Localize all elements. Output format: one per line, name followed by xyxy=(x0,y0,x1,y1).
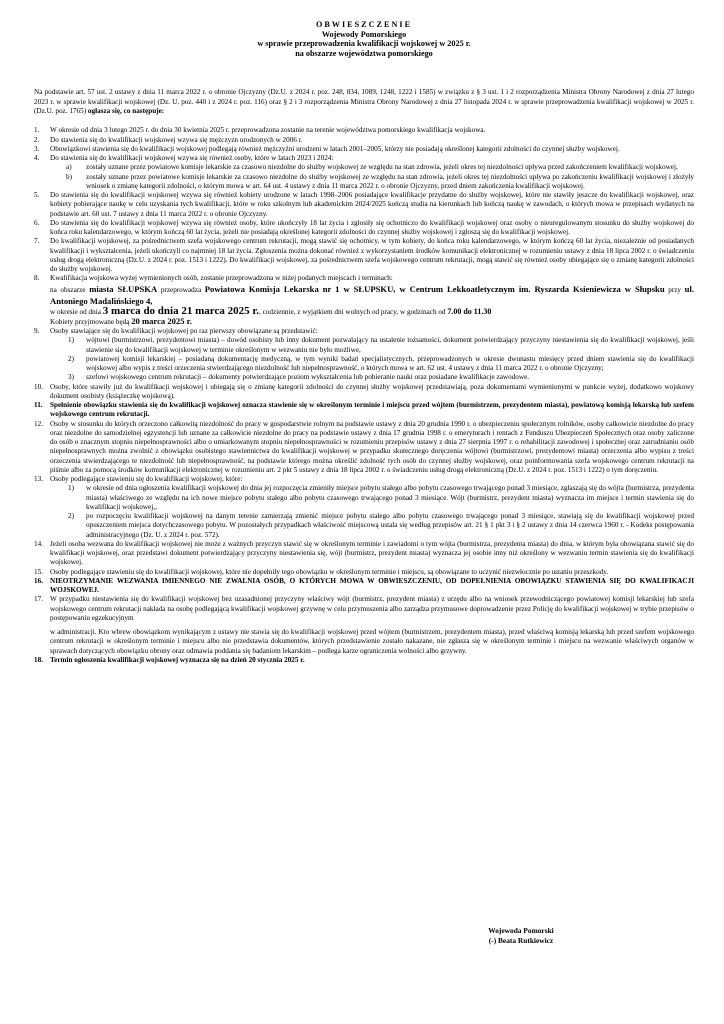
date-to: 21 marca 2025 r. xyxy=(181,304,259,317)
sub-item-text: szefowi wojskowego centrum rekrutacji – dokumenty potwierdzające poziom wykształcenia lub pobieranie nauki oraz posiadane kwalifikacje zawodowe. xyxy=(86,373,530,382)
date-from: 3 marca xyxy=(102,304,141,317)
item-text: Jeżeli osoba wezwana do kwalifikacji wojskowej nie może z ważnych przyczyn stawić się w określonym terminie i zawiadomi o tym wójta (burmistrza, prezydenta miasta) do dnia, w którym była obowiązana stawić się do kwalifikacji wojskowej, oraz przedstawi dokument potwierdzający przyczyny niestawienia się, wójt (burmistrz, prezydent miasta) wyznacza jej osobie inny niż określony w wezwaniu termin stawienia się do kwalifikacji wojskowej. xyxy=(50,539,694,567)
item-text: Do kwalifikacji wojskowej, za pośrednictwem szefa wojskowego centrum rekrutacji, mogą stawić się ochotnicy, w tym kobiety, do końca roku kalendarzowego, w którym kończą 60 lat życia, niezależnie od posiadanych kwalifikacji i wykształcenia, jeżeli ukończyli co najmniej 18 lat życia. Zgłoszenia można dokonać również z wykorzystaniem środków komunikacji elektronicznej w rozumieniu ustawy z dnia 18 lipca 2002 r. o świadczeniu usług drogą elektroniczną (Dz.U. z 2024 r. poz. 1513 i 1222). Do kwalifikacji wojskowej, za pośrednictwem szefa wojskowego centrum rekrutacji, mogą stawić się również osoby ubiegające się o zmianę kategorii zdolności do służby wojskowej. xyxy=(50,237,694,274)
list-item: 5. Do stawienia się do kwalifikacji wojskowej wzywa się również kobiety urodzone w latach 1998–2006 posiadające kwalifikacje przydatne do służby wojskowej, które nie stawiły jeszcze do kwalifikacji wojskowej, oraz kobiety pobierające naukę w celu uzyskania tych kwalifikacji, które w roku szkolnym lub akademickim 2024/2025 kończą studia na kierunkach lub kończą naukę w zawodach, o których mowa w przepisach wydanych na podstawie art. 60 ust. 7 ustawy z dnia 11 marca 2022 r. o obronie Ojczyzny. xyxy=(34,191,694,218)
venue-street: ul. Antoniego Madalińskiego 4, xyxy=(50,283,694,306)
area-line: na obszarze województwa pomorskiego xyxy=(295,48,433,58)
item-continuation: w administracji. Kto wbrew obowiązkom wynikającym z ustawy nie stawia się do kwalifikacji wojskowej przed wójtem (burmistrzem, prezydentem miasta), przed właściwą komisją lekarską lub przed szefem wojskowego centrum rekrutacji w określonym terminie i miejscu albo nie przedstawia dokumentów, których przedstawienie zostało nakazane, nie zgłasza się w określonym terminie i miejscu na wezwanie właściwych organów w sprawach dotyczących obowiązku obrony oraz odmawia poddania się badaniom lekarskim – podlega karze ograniczenia wolności albo grzywny. xyxy=(50,628,694,655)
list-item: 8. Kwalifikacja wojskowa wyżej wymienionych osób, zostanie przeprowadzona w niżej podanych miejscach i terminach: na obszarze miasta SŁUPSKA przeprowadza Powiatowa Komisja Lekarska nr 1 w SŁUPSKU, w Centrum Lekkoatletycznym im. Ryszarda Ksieniewicza w Słupsku przy ul. Antoniego Madalińskiego 4, w okresie od dnia 3 marca do dnia 21 marca 2025 r., codziennie, z wyjątkiem dni wolnych od pracy, w godzinach od 7.00 do 11.30 Kobiety przyjmowane będą 20 marca 2025 r. xyxy=(34,274,694,326)
venue-verb: przeprowadza xyxy=(157,285,205,294)
item-text: Osoby podlegające stawieniu się do kwalifikacji wojskowej, które: xyxy=(50,475,243,484)
item-text: Do stawienia się do kwalifikacji wojskowej wzywa się również osoby, które ukończyły 18 lat życia i zgłosiły się ochotniczo do kwalifikacji wojskowej oraz osoby o nieuregulowanym stosunku do służby wojskowej do końca roku kalendarzowego, w którym kończą 60 lat życia, jeżeli nie posiadają określonej kategorii zdolności do czynnej służby wojskowej i zgłoszą się do kwalifikacji wojskowej. xyxy=(50,218,694,237)
sub-item: 3) szefowi wojskowego centrum rekrutacji – dokumenty potwierdzające poziom wykształcenia lub pobieranie nauki oraz posiadane kwalifikacje zawodowe. xyxy=(68,373,530,382)
item-text: Osoby w stosunku do których orzeczono całkowitą niezdolność do pracy w gospodarstwie rolnym na podstawie ustawy z dnia 20 grudnia 1990 r. o ubezpieczeniu społecznym rolników, osoby całkowicie niezdolne do pracy oraz niezdolne do samodzielnej egzystencji lub uznane za całkowicie niezdolne do pracy na podstawie ustawy z dnia 17 grudnia 1998 r. o emeryturach i rentach z Funduszu Ubezpieczeń Społecznych oraz osoby zaliczone do osób o znacznym stopniu niepełnosprawności albo o umiarkowanym stopniu niepełnosprawności w rozumieniu przepisów ustawy z dnia 27 sierpnia 1997 r. o rehabilitacji zawodowej i społecznej oraz zatrudnianiu osób niepełnosprawnych można zwolnić z obowiązku osobistego stawiennictwa do kwalifikacji wojskowej w przypadku skutecznego doręczenia wójtowi (burmistrzowi, prezydentowi miasta) orzeczenia albo wypisu z treści orzeczenia stwierdzającego te niezdolność lub niepełnosprawność, na podstawie którego można określić zdolność tych osób do czynnej służby wojskowej, oraz poinformowania szefa wojskowego centrum rekrutacji na piśmie albo za pomocą środków komunikacji elektronicznej w rozumieniu art. 2 pkt 5 ustawy z dnia 18 lipca 2002 r. o świadczeniu usług drogą elektroniczną (Dz.U. z 2024 r. poz. 1513 i 1222) o tym doręczeniu. xyxy=(50,419,694,474)
list-item: 3. Obowiązkowi stawienia się do kwalifikacji wojskowej podlegają również mężczyźni urodzeni w latach 2001–2005, którzy nie posiadają określonej kategorii zdolności do czynnej służby wojskowej. xyxy=(34,144,620,153)
women-paragraph xyxy=(50,317,694,327)
list-item: 9. Osoby stawiające się do kwalifikacji wojskowej po raz pierwszy obowiązane są przedstawić: 1) wójtowi (burmistrzowi, prezydentowi miasta) – dowód osobisty lub inny dokument pozwalający na ustalenie tożsamości, dokument potwierdzający przyczyny niestawienia się do kwalifikacji wojskowej, jeśli stawienie się do kwalifikacji wojskowej w terminie określonym w wezwaniu nie było możliwe, 2) powiatowej komisji lekarskiej – posiadaną dokumentację medyczną, w tym wyniki badań specjalistycznych, przeprowadzonych w okresie dwunastu miesięcy przed dniem stawienia się do kwalifikacji wojskowej albo wypis z treści orzeczenia stwierdzającego niezdolność lub niepełnosprawność, o których mowa w art. 62 ust. 4 ustawy z dnia 11 marca 2022 r. o obronie Ojczyzny; 3) szefowi wojskowego centrum rekrutacji – dokumenty potwierdzające poziom wykształcenia lub pobieranie nauki oraz posiadane kwalifikacje zawodowe. xyxy=(34,327,694,382)
document-header xyxy=(34,20,694,58)
document-title: OBWIESZCZENIE xyxy=(315,20,413,29)
venue-prefix: na obszarze xyxy=(50,285,90,294)
announcement-page xyxy=(34,20,694,665)
item-text: W przypadku niestawienia się do kwalifikacji wojskowej bez uzasadnionej przyczyny właściwy wójt (burmistrz, prezydent miasta) z urzędu albo na wniosek przewodniczącego powiatowej komisji lekarskiej lub szefa wojskowego centrum rekrutacji nakłada na osobę podlegającą kwalifikacji wojskowej grzywnę w celu przymuszenia albo zarządza przymusowe doprowadzenie przez Policję do kwalifikacji wojskowej w trybie przepisów o postępowaniu egzekucyjnym xyxy=(50,595,694,622)
venue-w: w xyxy=(395,283,410,294)
venue-commission: Powiatowa Komisja Lekarska nr 1 w SŁUPSKU, xyxy=(204,283,396,294)
list-item: 12. Osoby w stosunku do których orzeczono całkowitą niezdolność do pracy w gospodarstwie rolnym na podstawie ustawy z dnia 20 grudnia 1990 r. o ubezpieczeniu społecznym rolników, osoby całkowicie niezdolne do pracy oraz niezdolne do samodzielnej egzystencji lub uznane za całkowicie niezdolne do pracy na podstawie ustawy z dnia 17 grudnia 1998 r. o emeryturach i rentach z Funduszu Ubezpieczeń Społecznych oraz osoby zaliczone do osób o znacznym stopniu niepełnosprawności albo o umiarkowanym stopniu niepełnosprawności w rozumieniu przepisów ustawy z dnia 27 sierpnia 1997 r. o rehabilitacji zawodowej i społecznej oraz zatrudnianiu osób niepełnosprawnych można zwolnić z obowiązku osobistego stawiennictwa do kwalifikacji wojskowej w przypadku skutecznego doręczenia wójtowi (burmistrzowi, prezydentowi miasta) orzeczenia albo wypisu z treści orzeczenia stwierdzającego te niezdolność lub niepełnosprawność, na podstawie którego można określić zdolność tych osób do czynnej służby wojskowej, oraz poinformowania szefa wojskowego centrum rekrutacji na piśmie albo za pomocą środków komunikacji elektronicznej w rozumieniu art. 2 pkt 5 ustawy z dnia 18 lipca 2002 r. o świadczeniu usług drogą elektroniczną (Dz.U. z 2024 r. poz. 1513 i 1222) o tym doręczeniu. xyxy=(34,419,694,474)
item-text: W okresie od dnia 3 lutego 2025 r. do dnia 30 kwietnia 2025 r. przeprowadzona zostanie na terenie województwa pomorskiego kwalifikacja wojskowa. xyxy=(50,126,486,135)
announcement-phrase: ogłasza się, co następuje: xyxy=(87,106,165,115)
list-item: 11. Spełnienie obowiązku stawienia się do kwalifikacji wojskowej oznacza stawienie się w określonym terminie i miejscu przed wójtem (burmistrzem, prezydentem miasta), powiatową komisją lekarską lub szefem wojskowego centrum rekrutacji. xyxy=(34,401,694,419)
list-item: 6. Do stawienia się do kwalifikacji wojskowej wzywa się również osoby, które ukończyły 18 lat życia i zgłosiły się ochotniczo do kwalifikacji wojskowej oraz osoby o nieuregulowanym stosunku do służby wojskowej do końca roku kalendarzowego, w którym kończą 60 lat życia, jeżeli nie posiadają określonej kategorii zdolności do czynnej służby wojskowej i zgłoszą się do kwalifikacji wojskowej. xyxy=(34,218,694,237)
list-item: 18. Termin ogłoszenia kwalifikacji wojskowej wyznacza się na dzień 20 stycznia 2025 r. xyxy=(34,655,305,664)
issuer-line: Wojewody Pomorskiego xyxy=(321,29,407,39)
sub-item: 2) powiatowej komisji lekarskiej – posiadaną dokumentację medyczną, w tym wyniki badań specjalistycznych, przeprowadzonych w okresie dwunastu miesięcy przed dniem stawienia się do kwalifikacji wojskowej albo wypis z treści orzeczenia stwierdzającego niezdolność lub niepełnosprawność, o których mowa w art. 62 ust. 4 ustawy z dnia 11 marca 2022 r. o obronie Ojczyzny; xyxy=(68,354,694,373)
venue-paragraph xyxy=(50,284,694,307)
sub-item: 1) wójtowi (burmistrzowi, prezydentowi miasta) – dowód osobisty lub inny dokument pozwalający na ustalenie tożsamości, dokument potwierdzający przyczyny niestawienia się do kwalifikacji wojskowej, jeśli stawienie się do kwalifikacji wojskowej w terminie określonym w wezwaniu nie było możliwe, xyxy=(68,336,694,354)
women-date: 20 marca 2025 r. xyxy=(131,315,192,326)
list-item: 7. Do kwalifikacji wojskowej, za pośrednictwem szefa wojskowego centrum rekrutacji, mogą stawić się ochotnicy, w tym kobiety, do końca roku kalendarzowego, w którym kończą 60 lat życia, niezależnie od posiadanych kwalifikacji i wykształcenia, jeżeli ukończyli co najmniej 18 lat życia. Zgłoszenia można dokonać również z wykorzystaniem środków komunikacji elektronicznej w rozumieniu ustawy z dnia 18 lipca 2002 r. o świadczeniu usług drogą elektroniczną (Dz.U. z 2024 r. poz. 1513 i 1222). Do kwalifikacji wojskowej, za pośrednictwem szefa wojskowego centrum rekrutacji, mogą stawić się również osoby ubiegające się o zmianę kategorii zdolności do służby wojskowej. xyxy=(34,237,694,274)
sub-item-text: po rozpoczęciu kwalifikacji wojskowej na danym terenie zamierzają zmienić miejsce pobytu stałego albo pobytu czasowego trwającego ponad 3 miesiące, stawiają się do kwalifikacji wojskowej przed opuszczeniem miejsca dotychczasowego pobytu. W pozostałych przypadkach właściwość miejscową ustala się według przepisów art. 21 § 1 pkt 3 i § 2 ustawy z dnia 14 czerwca 1960 r. - Kodeks postępowania administracyjnego (Dz. U. z 2024 r. poz. 572). xyxy=(86,512,694,539)
signature-block xyxy=(466,926,576,946)
provisions-list xyxy=(34,126,694,665)
list-item: 14. Jeżeli osoba wezwana do kwalifikacji wojskowej nie może z ważnych przyczyn stawić się w określonym terminie i zawiadomi o tym wójta (burmistrza, prezydenta miasta) do dnia, w którym była obowiązana stawić się do kwalifikacji wojskowej, oraz przedstawi dokument potwierdzający przyczyny niestawienia się, wójt (burmistrz, prezydent miasta) wyznacza jej osobie inny niż określony w wezwaniu termin stawienia się do kwalifikacji wojskowej. xyxy=(34,539,694,567)
women-prefix: Kobiety przyjmowane będą xyxy=(50,317,132,326)
item-text: Spełnienie obowiązku stawienia się do kwalifikacji wojskowej oznacza stawienie się w określonym terminie i miejscu przed wójtem (burmistrzem, prezydentem miasta), powiatową komisją lekarską lub szefem wojskowego centrum rekrutacji. xyxy=(50,401,694,419)
sub-item: 1) w okresie od dnia ogłoszenia kwalifikacji wojskowej do dnia jej rozpoczęcia zmieniły miejsce pobytu stałego albo pobytu czasowego trwającego ponad 3 miesiące, zgłaszają się do wójta (burmistrza, prezydenta miasta) właściwego ze względu na ich nowe miejsce pobytu stałego albo pobytu czasowego trwającego ponad 3 miesiące. Wójt (burmistrz, prezydent miasta) wyznacza im miejsce i termin stawienia się do kwalifikacji wojskowej,, xyxy=(68,484,694,511)
date-prefix: w okresie od dnia xyxy=(50,307,103,316)
sub-item: a) zostały uznane przez powiatowe komisje lekarskie za czasowo niezdolne do służby wojskowej ze względu na stan zdrowia, jeżeli okres tej niezdolności upływa przed zakończeniem kwalifikacji wojskowej, xyxy=(66,163,678,172)
item-text: Osoby, które stawiły już do kwalifikacji wojskowej i ubiegają się o zmianę kategorii zdolności do czynnej służby wojskowej przedstawiają, poza dokumentami wymienionymi w punkcie wyżej, dodatkowo wojskowy dokument osobisty (książeczkę wojskową). xyxy=(50,382,694,400)
legal-basis-paragraph xyxy=(34,88,694,116)
item-text: Do stawienia się do kwalifikacji wojskowej wzywa się również osoby, które w latach 2023 i 2024: xyxy=(50,154,334,163)
date-mid: , codziennie, z wyjątkiem dni wolnych od pracy, w godzinach od xyxy=(258,307,448,316)
venue-przy: przy xyxy=(664,285,685,294)
list-item: 10. Osoby, które stawiły już do kwalifikacji wojskowej i ubiegają się o zmianę kategorii zdolności do czynnej służby wojskowej przedstawiają, poza dokumentami wymienionymi w punkcie wyżej, dodatkowo wojskowy dokument osobisty (książeczkę wojskową). xyxy=(34,382,694,400)
sub-item-text: w okresie od dnia ogłoszenia kwalifikacji wojskowej do dnia jej rozpoczęcia zmieniły miejsce pobytu stałego albo pobytu czasowego trwającego ponad 3 miesiące, zgłaszają się do wójta (burmistrza, prezydenta miasta) właściwego ze względu na ich nowe miejsce pobytu stałego albo pobytu czasowego trwającego ponad 3 miesiące. Wójt (burmistrz, prezydent miasta) wyznacza im miejsce i termin stawienia się do kwalifikacji wojskowej,, xyxy=(86,484,694,511)
item-text: Kwalifikacja wojskowa wyżej wymienionych osób, zostanie przeprowadzona w niżej podanych miejscach i terminach: xyxy=(50,274,393,283)
list-item: 16. NIEOTRZYMANIE WEZWANIA IMIENNEGO NIE ZWALNIA OSÓB, O KTÓRYCH MOWA W OBWIESZCZENIU, OD DOPEŁNIENIA OBOWIĄZKU STAWIENIA SIĘ DO KWALIFIKACJI WOJSKOWEJ. xyxy=(34,576,694,595)
item-text: Termin ogłoszenia kwalifikacji wojskowej wyznacza się na dzień 20 stycznia 2025 r. xyxy=(50,655,305,664)
sub-item-text: powiatowej komisji lekarskiej – posiadaną dokumentację medyczną, w tym wyniki badań specjalistycznych, przeprowadzonych w okresie dwunastu miesięcy przed dniem stawienia się do kwalifikacji wojskowej albo wypis z treści orzeczenia stwierdzającego niezdolność lub niepełnosprawność, o których mowa w art. 62 ust. 4 ustawy z dnia 11 marca 2022 r. o obronie Ojczyzny; xyxy=(86,354,694,373)
sub-item-text: wójtowi (burmistrzowi, prezydentowi miasta) – dowód osobisty lub inny dokument pozwalający na ustalenie tożsamości, dokument potwierdzający przyczyny niestawienia się do kwalifikacji wojskowej, jeśli stawienie się do kwalifikacji wojskowej w terminie określonym w wezwaniu nie było możliwe, xyxy=(86,336,694,354)
legal-basis-text: Na podstawie art. 57 ust. 2 ustawy z dnia 11 marca 2022 r. o obronie Ojczyzny (Dz.U. z 2024 r. poz. 248, 834, 1089, 1248, 1222 i 1585) w związku z § 3 ust. 1 i 2 rozporządzenia Ministra Obrony Narodowej z dnia 27 lutego 2023 r. w sprawie kwalifikacji wojskowej (Dz. U. poz. 440 i z 2024 r. poz. 116) oraz § 2 i 3 rozporządzenia Ministra Obrony Narodowej z dnia 27 listopada 2024 r. w sprawie przeprowadzenia kwalifikacji wojskowej w 2025 r. (Dz.U. poz. 1765) xyxy=(34,88,694,115)
list-item: 13. Osoby podlegające stawieniu się do kwalifikacji wojskowej, które: 1) w okresie od dnia ogłoszenia kwalifikacji wojskowej do dnia jej rozpoczęcia zmieniły miejsce pobytu stałego albo pobytu czasowego trwającego ponad 3 miesiące, zgłaszają się do wójta (burmistrza, prezydenta miasta) właściwego ze względu na ich nowe miejsce pobytu stałego albo pobytu czasowego trwającego ponad 3 miesiące. Wójt (burmistrz, prezydent miasta) wyznacza im miejsce i termin stawienia się do kwalifikacji wojskowej,, 2) po rozpoczęciu kwalifikacji wojskowej na danym terenie zamierzają zmienić miejsce pobytu stałego albo pobytu czasowego trwającego ponad 3 miesiące, stawiają się do kwalifikacji wojskowej przed opuszczeniem miejsca dotychczasowego pobytu. W pozostałych przypadkach właściwość miejscową ustala się według przepisów art. 21 § 1 pkt 3 i § 2 ustawy z dnia 14 czerwca 1960 r. - Kodeks postępowania administracyjnego (Dz. U. z 2024 r. poz. 572). xyxy=(34,475,694,539)
list-item: 15. Osoby podlegające stawieniu się do kwalifikacji wojskowej, które nie dopełniły tego obowiązku w określonym terminie i miejscu, są obowiązane to uczynić niezwłocznie po ustaniu przeszkody. xyxy=(34,567,609,576)
venue-city: miasta SŁUPSKA xyxy=(89,283,158,294)
subject-line: w sprawie przeprowadzenia kwalifikacji wojskowej w 2025 r. xyxy=(257,39,471,49)
signatory-name: (-) Beata Rutkiewicz xyxy=(488,936,554,945)
hours: 7.00 do 11.30 xyxy=(447,306,492,316)
venue-center: Centrum Lekkoatletycznym im. Ryszarda Ksieniewicza w Słupsku xyxy=(409,283,665,294)
item-text: Osoby stawiające się do kwalifikacji wojskowej po raz pierwszy obowiązane są przedstawić: xyxy=(50,327,318,336)
list-item: 4. Do stawienia się do kwalifikacji wojskowej wzywa się również osoby, które w latach 2023 i 2024: a) zostały uznane przez powiatowe komisje lekarskie za czasowo niezdolne do służby wojskowej ze względu na stan zdrowia, jeżeli okres tej niezdolności upływa przed zakończeniem kwalifikacji wojskowej, b) zostały uznane przez powiatowe komisje lekarskie za czasowo niezdolne do służby wojskowej ze względu na stan zdrowia, jeżeli okres tej niezdolności upływa po zakończeniu kwalifikacji wojskowej i złożyły wniosek o zmianę kategorii zdolności, o którym mowa w art. 64 ust. 4 ustawy z dnia 11 marca 2022 r. o obronie Ojczyzny, przed dniem zakończenia kwalifikacji wojskowej. xyxy=(34,154,694,190)
date-do: do dnia xyxy=(140,304,182,317)
item-text: Do stawienia się do kwalifikacji wojskowej wzywa się mężczyzn urodzonych w 2006 r. xyxy=(50,135,303,144)
signatory-title: Wojewoda Pomorski xyxy=(488,926,554,935)
item-text: Osoby podlegające stawieniu się do kwalifikacji wojskowej, które nie dopełniły tego obowiązku w określonym terminie i miejscu, są obowiązane to uczynić niezwłocznie po ustaniu przeszkody. xyxy=(50,567,609,576)
sub-item-text: zostały uznane przez powiatowe komisje lekarskie za czasowo niezdolne do służby wojskowej ze względu na stan zdrowia, jeżeli okres tej niezdolności upływa przed zakończeniem kwalifikacji wojskowej, xyxy=(86,163,678,172)
item-text: NIEOTRZYMANIE WEZWANIA IMIENNEGO NIE ZWALNIA OSÓB, O KTÓRYCH MOWA W OBWIESZCZENIU, OD DOPEŁNIENIA OBOWIĄZKU STAWIENIA SIĘ DO KWALIFIKACJI WOJSKOWEJ. xyxy=(50,576,694,595)
list-item: 2. Do stawienia się do kwalifikacji wojskowej wzywa się mężczyzn urodzonych w 2006 r. xyxy=(34,135,303,144)
list-item: 1. W okresie od dnia 3 lutego 2025 r. do dnia 30 kwietnia 2025 r. przeprowadzona zostanie na terenie województwa pomorskiego kwalifikacja wojskowa. xyxy=(34,126,486,135)
item-text: Obowiązkowi stawienia się do kwalifikacji wojskowej podlegają również mężczyźni urodzeni w latach 2001–2005, którzy nie posiadają określonej kategorii zdolności do czynnej służby wojskowej. xyxy=(50,144,620,153)
sub-item-text: zostały uznane przez powiatowe komisje lekarskie za czasowo niezdolne do służby wojskowej ze względu na stan zdrowia, jeżeli okres tej niezdolności upływa po zakończeniu kwalifikacji wojskowej i złożyły wniosek o zmianę kategorii zdolności, o którym mowa w art. 64 ust. 4 ustawy z dnia 11 marca 2022 r. o obronie Ojczyzny, przed dniem zakończenia kwalifikacji wojskowej. xyxy=(86,172,694,190)
sub-item: 2) po rozpoczęciu kwalifikacji wojskowej na danym terenie zamierzają zmienić miejsce pobytu stałego albo pobytu czasowego trwającego ponad 3 miesiące, stawiają się do kwalifikacji wojskowej przed opuszczeniem miejsca dotychczasowego pobytu. W pozostałych przypadkach właściwość miejscową ustala się według przepisów art. 21 § 1 pkt 3 i § 2 ustawy z dnia 14 czerwca 1960 r. - Kodeks postępowania administracyjnego (Dz. U. z 2024 r. poz. 572). xyxy=(68,512,694,539)
sub-item: b) zostały uznane przez powiatowe komisje lekarskie za czasowo niezdolne do służby wojskowej ze względu na stan zdrowia, jeżeli okres tej niezdolności upływa po zakończeniu kwalifikacji wojskowej i złożyły wniosek o zmianę kategorii zdolności, o którym mowa w art. 64 ust. 4 ustawy z dnia 11 marca 2022 r. o obronie Ojczyzny, przed dniem zakończenia kwalifikacji wojskowej. xyxy=(66,172,694,190)
item-text: Do stawienia się do kwalifikacji wojskowej wzywa się również kobiety urodzone w latach 1998–2006 posiadające kwalifikacje przydatne do służby wojskowej, które nie stawiły jeszcze do kwalifikacji wojskowej, oraz kobiety pobierające naukę w celu uzyskania tych kwalifikacji, które w roku szkolnym lub akademickim 2024/2025 kończą studia na kierunkach lub kończą naukę w zawodach, o których mowa w przepisach wydanych na podstawie art. 60 ust. 7 ustawy z dnia 11 marca 2022 r. o obronie Ojczyzny. xyxy=(50,191,694,218)
list-item: 17. W przypadku niestawienia się do kwalifikacji wojskowej bez uzasadnionej przyczyny właściwy wójt (burmistrz, prezydent miasta) z urzędu albo na wniosek przewodniczącego powiatowej komisji lekarskiej lub szefa wojskowego centrum rekrutacji nakłada na osobę podlegającą kwalifikacji wojskowej grzywnę w celu przymuszenia albo zarządza przymusowe doprowadzenie przez Policję do kwalifikacji wojskowej w trybie przepisów o postępowaniu egzekucyjnym w administracji. Kto wbrew obowiązkom wynikającym z ustawy nie stawia się do kwalifikacji wojskowej przed wójtem (burmistrzem, prezydentem miasta), przed właściwą komisją lekarską lub przed szefem wojskowego centrum rekrutacji w określonym terminie i miejscu albo nie przedstawia dokumentów, których przedstawienie zostało nakazane, nie zgłasza się w określonym terminie i miejscu na wezwanie właściwych organów w sprawach dotyczących obowiązku obrony oraz odmawia poddania się badaniom lekarskim – podlega karze ograniczenia wolności albo grzywny. xyxy=(34,595,694,655)
